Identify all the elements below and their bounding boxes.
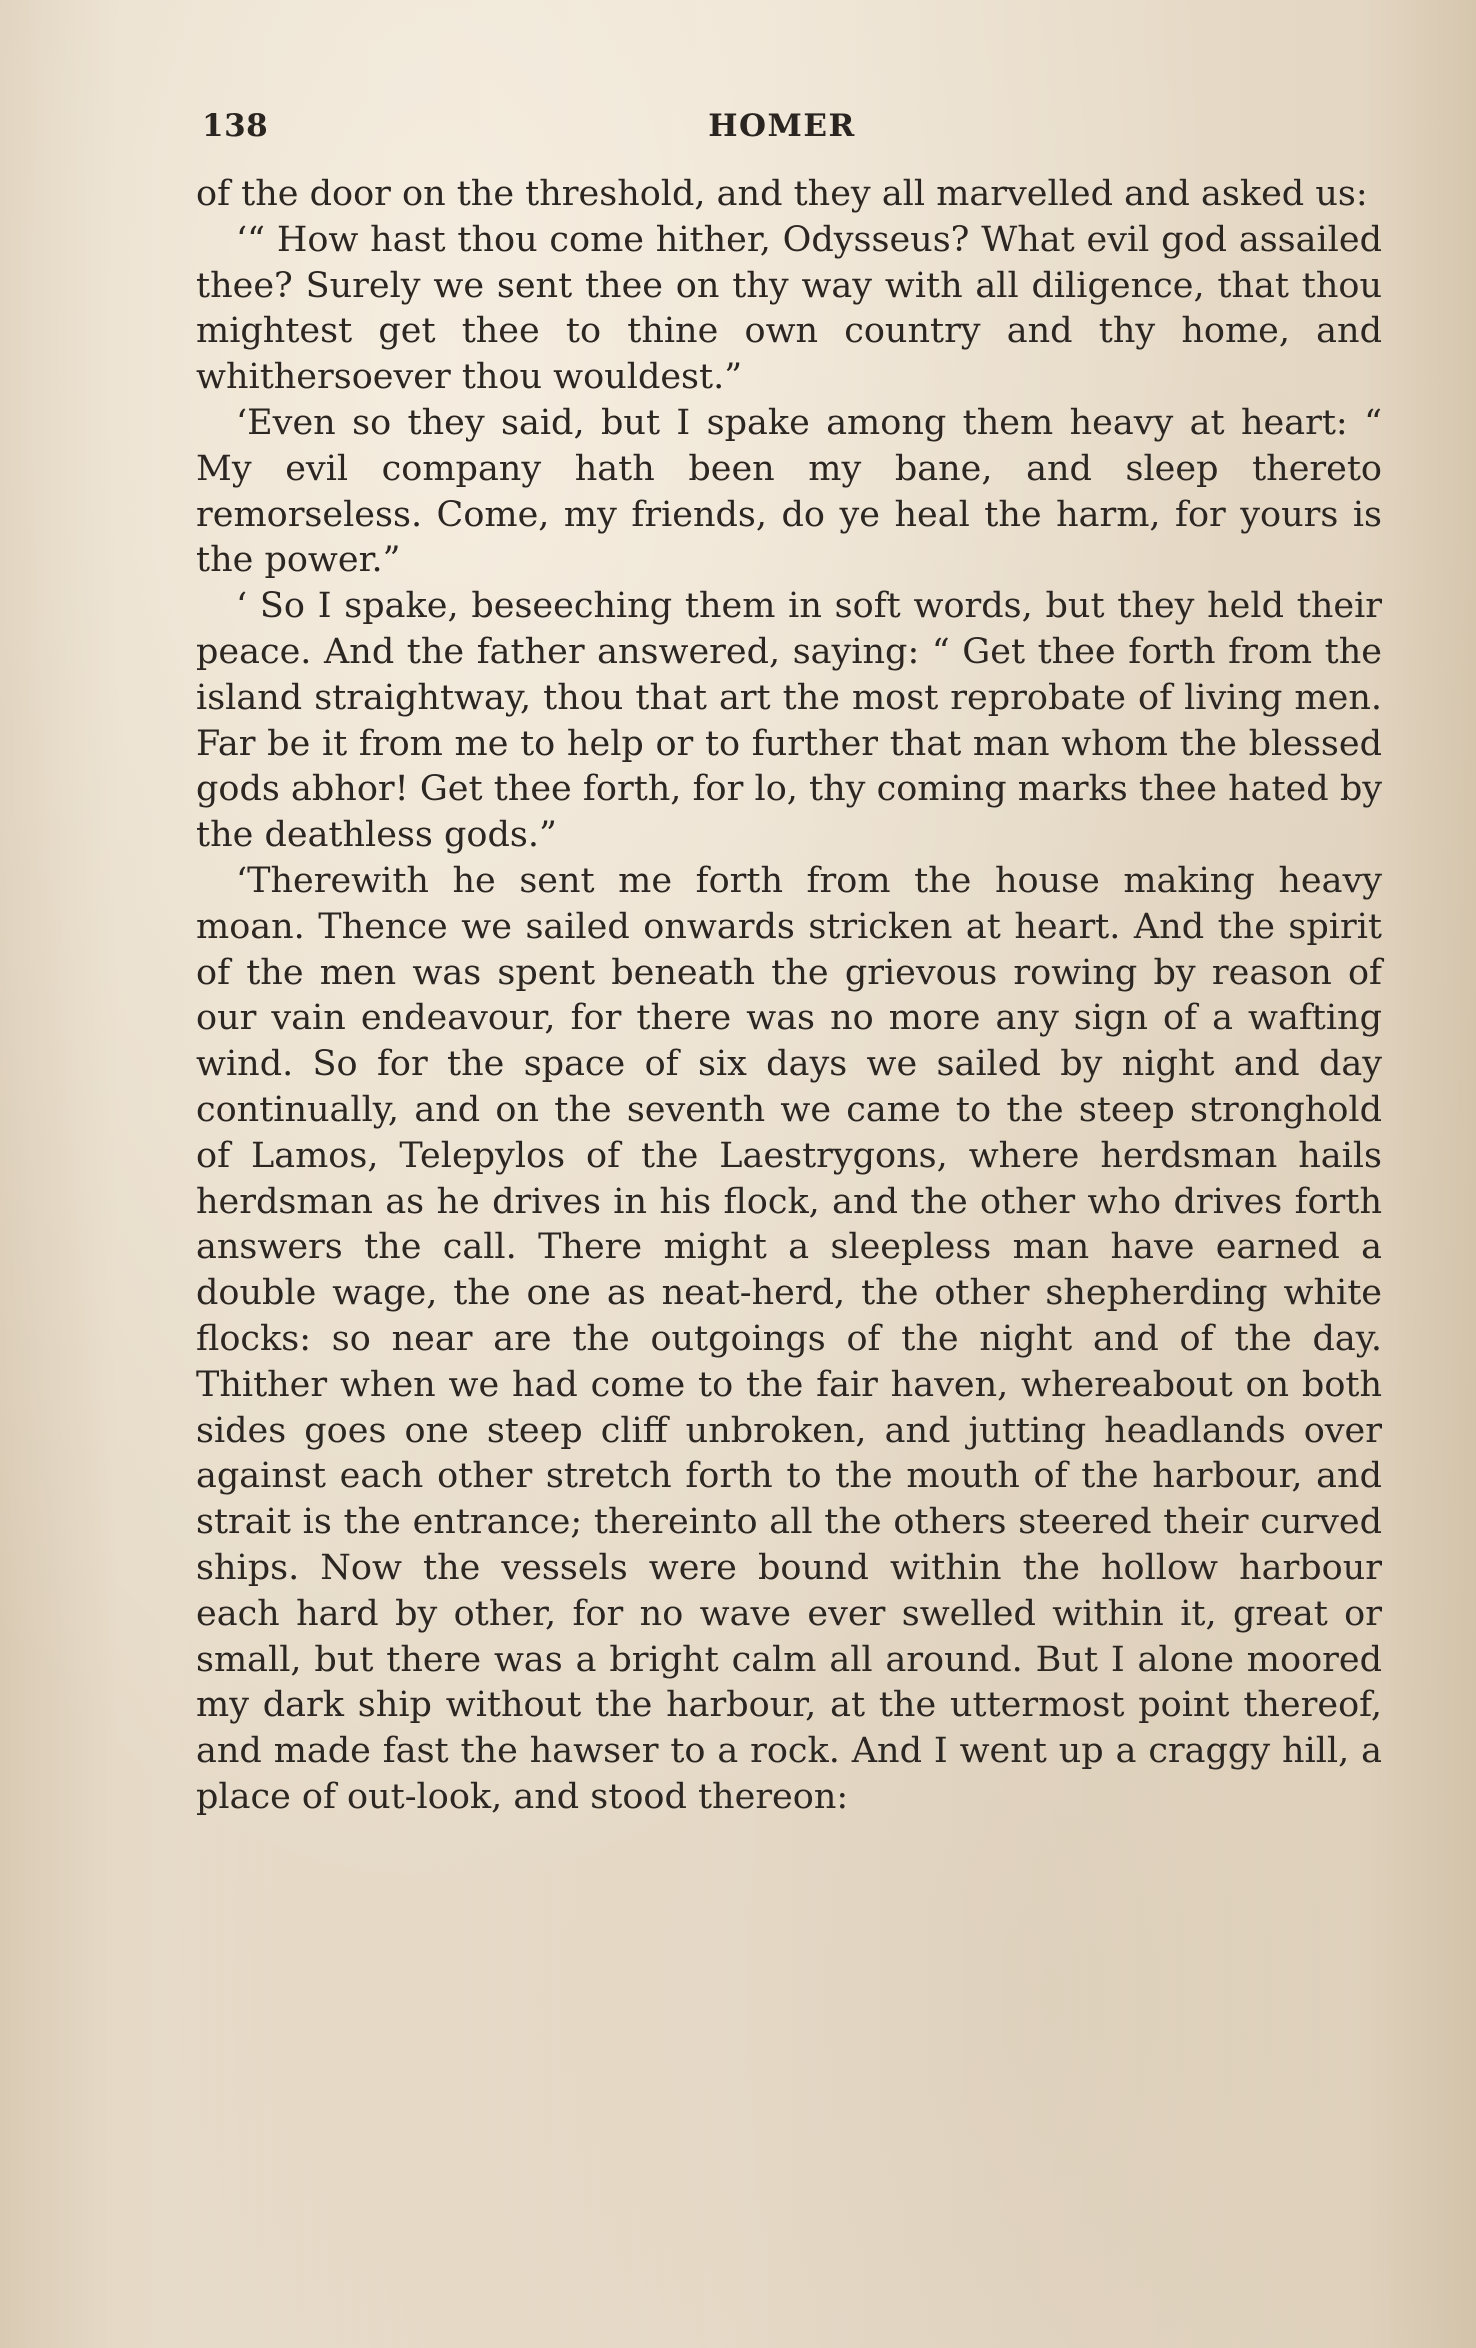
paragraph: ‘Even so they said, but I spake among them heavy at heart: “ My evil company hath been my bane, and sleep thereto remorseless. Come, my friends, do ye heal the harm, for yours is the power.” <box>196 402 1382 581</box>
paragraph: ‘ So I spake, beseeching them in soft words, but they held their peace. And the father answered, saying: “ Get thee forth from the island straightway, thou that art the most reprobate of living men. Far be it from me to help or to further that man whom the blessed gods abhor! Get thee forth, for lo, thy coming marks thee hated by the deathless gods.” <box>196 586 1382 856</box>
paragraph: ‘“ How hast thou come hither, Odysseus? What evil god assailed thee? Surely we sent thee on thy way with all diligence, that thou mightest get thee to thine own country and thy home, and whithersoever thou wouldest.” <box>196 219 1382 398</box>
page-number: 138 <box>202 108 269 144</box>
body-text <box>196 172 1382 1821</box>
running-title: HOMER <box>708 108 856 144</box>
paragraph: of the door on the threshold, and they all marvelled and asked us: <box>196 174 1368 214</box>
paragraph: ‘Therewith he sent me forth from the house making heavy moan. Thence we sailed onwards stricken at heart. And the spirit of the men was spent beneath the grievous rowing by reason of our vain endeavour, for there was no more any sign of a wafting wind. So for the space of six days we sailed by night and day continually, and on the seventh we came to the steep stronghold of Lamos, Telepylos of the Laestrygons, where herdsman hails herdsman as he drives in his flock, and the other who drives forth answers the call. There might a sleepless man have earned a double wage, the one as neat-herd, the other shepherding white flocks: so near are the outgoings of the night and of the day. Thither when we had come to the fair haven, whereabout on both sides goes one steep cliff unbroken, and jutting headlands over against each other stretch forth to the mouth of the harbour, and strait is the entrance; thereinto all the others steered their curved ships. Now the vessels were bound within the hollow harbour each hard by other, for no wave ever swelled within it, great or small, but there was a bright calm all around. But I alone moored my dark ship without the harbour, at the uttermost point thereof, and made fast the hawser to a rock. And I went up a craggy hill, a place of out-look, and stood thereon: <box>196 860 1382 1817</box>
running-head <box>202 108 1382 158</box>
